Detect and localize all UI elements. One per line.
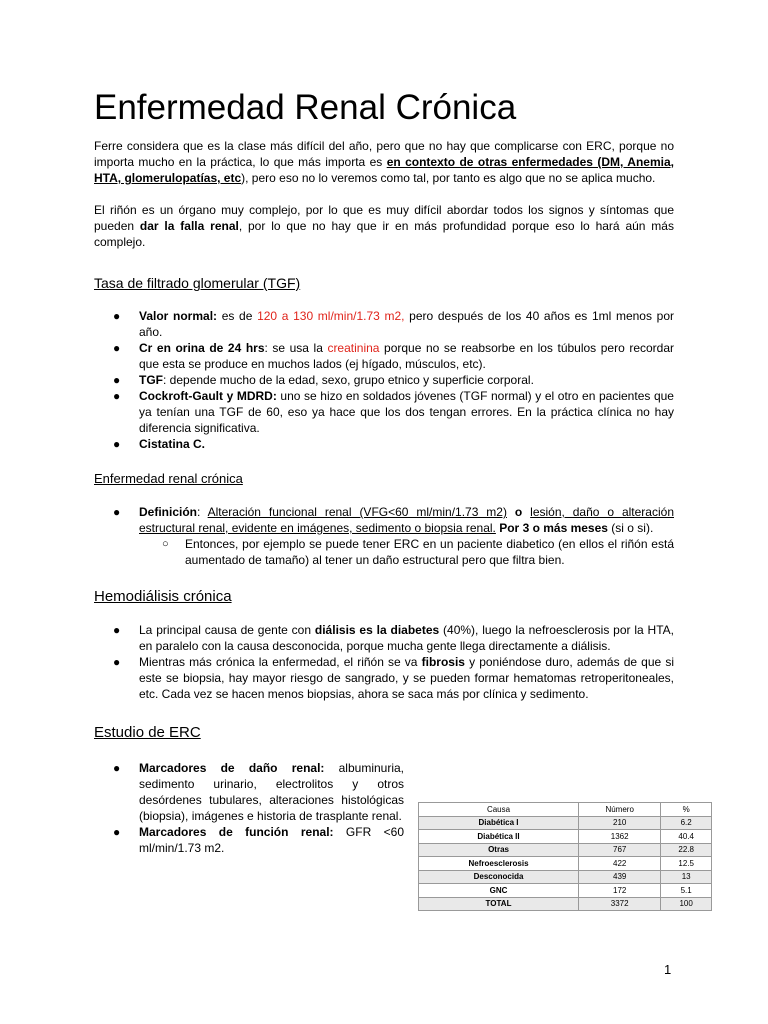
causes-table (418, 802, 712, 911)
page-number: 1 (664, 962, 672, 977)
text-run-bold: Cr en orina de 24 hrs (139, 341, 265, 355)
table-cell: 439 (579, 870, 661, 884)
text-run-bold: o (506, 505, 531, 519)
section-heading-hemodialisis: Hemodiálisis crónica (94, 588, 232, 605)
text-run: ), pero eso no lo veremos como tal, por tanto es algo que no se aplica mucho. (241, 171, 656, 185)
text-run: : se usa la (264, 341, 328, 355)
text-run-bold: Valor normal: (139, 309, 218, 323)
text-run: Ferre considera que es la clase más difícil del año, pero que no hay que complicarse con ERC, porque no importa mucho en la práctica, lo que más importa es (94, 139, 674, 169)
list-item (94, 760, 404, 824)
text-run: es de (217, 309, 258, 323)
list-subitem (94, 536, 674, 568)
text-run: Entonces, por ejemplo se puede tener ERC en un paciente diabetico (en ellos el riñón está aumentado de tamaño) al tener un daño estructural pero que filtra bien. (185, 537, 674, 567)
table-cell: Otras (419, 843, 579, 857)
table-header-cell: Número (579, 803, 661, 817)
text-run-bold: Cistatina C. (139, 437, 206, 451)
text-run: (si o si). (607, 521, 654, 535)
text-run-underline: Alteración funcional renal (VFG<60 ml/min/1.73 m2) (207, 505, 507, 519)
intro-paragraph-2 (94, 202, 674, 250)
list-item (94, 308, 674, 340)
text-run: GFR <60 ml/min/1.73 m2. (139, 825, 405, 855)
table-cell: 100 (661, 897, 712, 911)
list-item (94, 622, 674, 654)
bullet-icon: ● (113, 761, 121, 775)
section-heading-estudio: Estudio de ERC (94, 724, 201, 741)
table-cell: 767 (579, 843, 661, 857)
text-run: albuminuria, sedimento urinario, electrolitos y otros desórdenes tubulares, alteraciones histológicas (biopsia), imágenes e historia de trasplante renal. (139, 761, 405, 823)
text-run: porque no se reabsorbe en los túbulos pero recordar que esta se produce en muchos lados (ej hígado, músculos, etc). (139, 341, 675, 371)
text-run: , por lo que no hay que ir en más profundidad porque eso lo hará aún más complejo. (94, 219, 674, 249)
estudio-list (94, 760, 404, 856)
text-run-red: 120 a 130 ml/min/1.73 m2, (257, 309, 405, 323)
text-run-bold: TGF (139, 373, 163, 387)
hemo-list (94, 622, 674, 702)
bullet-icon: ● (113, 309, 121, 323)
bullet-icon: ● (113, 623, 121, 637)
section-heading-erc: Enfermedad renal crónica (94, 471, 243, 486)
table-row-total (419, 897, 712, 911)
section-heading-tgf: Tasa de filtrado glomerular (TGF) (94, 275, 301, 291)
text-run: : (197, 505, 208, 519)
text-run-bold-underline: en contexto de otras enfermedades (DM, Anemia, HTA, glomerulopatías, etc (94, 155, 674, 185)
table-cell: 40.4 (661, 830, 712, 844)
list-item (94, 654, 674, 702)
table-cell: GNC (419, 884, 579, 898)
bullet-icon: ● (113, 373, 121, 387)
text-run-bold: Marcadores de daño renal: (139, 761, 325, 775)
text-run: y poniéndose duro, además de que si este se biopsia, hay mayor riesgo de sangrado, y se pueden formar hematomas retroperitoneales, etc. Cada vez se hacen menos biopsias, ahora se saca más por clínica y sedimento. (139, 655, 674, 701)
bullet-icon: ● (113, 655, 121, 669)
intro-paragraph-1 (94, 138, 674, 186)
text-run-bold: Cockroft-Gault y MDRD: (139, 389, 277, 403)
table-cell: Diabética II (419, 830, 579, 844)
text-run: La principal causa de gente con (139, 623, 315, 637)
text-run-bold: dar la falla renal (139, 219, 239, 233)
table-cell: 12.5 (661, 857, 712, 871)
table-cell: 5.1 (661, 884, 712, 898)
bullet-icon: ● (113, 825, 121, 839)
text-run-bold: fibrosis (421, 655, 465, 669)
text-run-bold: Definición (139, 505, 198, 519)
text-run-bold: Por 3 o más meses (495, 521, 608, 535)
text-run-bold: Marcadores de función renal: (139, 825, 334, 839)
text-run-underline: lesión, daño o alteración estructural renal, evidente en imágenes, sedimento o biopsia renal. (139, 505, 674, 535)
table-row (419, 816, 712, 830)
list-item (94, 388, 674, 436)
table-header-cell: % (661, 803, 712, 817)
list-item (94, 824, 404, 856)
text-run: uno se hizo en soldados jóvenes (TGF normal) y el otro en pacientes que ya tenían una TGF de 60, eso ya hace que los dos tengan errores. En la práctica clínica no hay diferencia significativa. (139, 389, 674, 435)
table-cell: 210 (579, 816, 661, 830)
table-cell: Diabética I (419, 816, 579, 830)
hollow-bullet-icon: ○ (162, 538, 169, 550)
table-cell: 422 (579, 857, 661, 871)
text-run-bold: diálisis es la diabetes (314, 623, 440, 637)
bullet-icon: ● (113, 389, 121, 403)
table-row (419, 830, 712, 844)
text-run: : depende mucho de la edad, sexo, grupo etnico y superficie corporal. (163, 373, 534, 387)
erc-list (94, 504, 674, 568)
table-row (419, 884, 712, 898)
table-header-row (419, 803, 712, 817)
table-header-cell: Causa (419, 803, 579, 817)
list-item (94, 340, 674, 372)
bullet-icon: ● (113, 505, 121, 519)
table-cell: 1362 (579, 830, 661, 844)
table-cell: Desconocida (419, 870, 579, 884)
bullet-icon: ● (113, 437, 121, 451)
table-cell: 3372 (579, 897, 661, 911)
list-item (94, 504, 674, 536)
table-cell: Nefroesclerosis (419, 857, 579, 871)
table-cell: TOTAL (419, 897, 579, 911)
table-row (419, 857, 712, 871)
tgf-list (94, 308, 674, 452)
list-item (94, 436, 674, 452)
text-run: Mientras más crónica la enfermedad, el riñón se va (139, 655, 422, 669)
table-row (419, 843, 712, 857)
text-run: (40%), luego la nefroesclerosis por la HTA, en paralelo con la causa desconocida, porque mucha gente llega directamente a diálisis. (139, 623, 674, 653)
text-run: pero después de los 40 años es 1ml menos por año. (139, 309, 674, 339)
page-title: Enfermedad Renal Crónica (94, 88, 517, 127)
table-row (419, 870, 712, 884)
table-cell: 6.2 (661, 816, 712, 830)
table-cell: 22.8 (661, 843, 712, 857)
text-run-red: creatinina (327, 341, 380, 355)
bullet-icon: ● (113, 341, 121, 355)
list-item (94, 372, 674, 388)
text-run: El riñón es un órgano muy complejo, por lo que es muy difícil abordar todos los signos y síntomas que pueden (94, 203, 674, 233)
table-cell: 13 (661, 870, 712, 884)
table-cell: 172 (579, 884, 661, 898)
document-page (94, 88, 674, 856)
